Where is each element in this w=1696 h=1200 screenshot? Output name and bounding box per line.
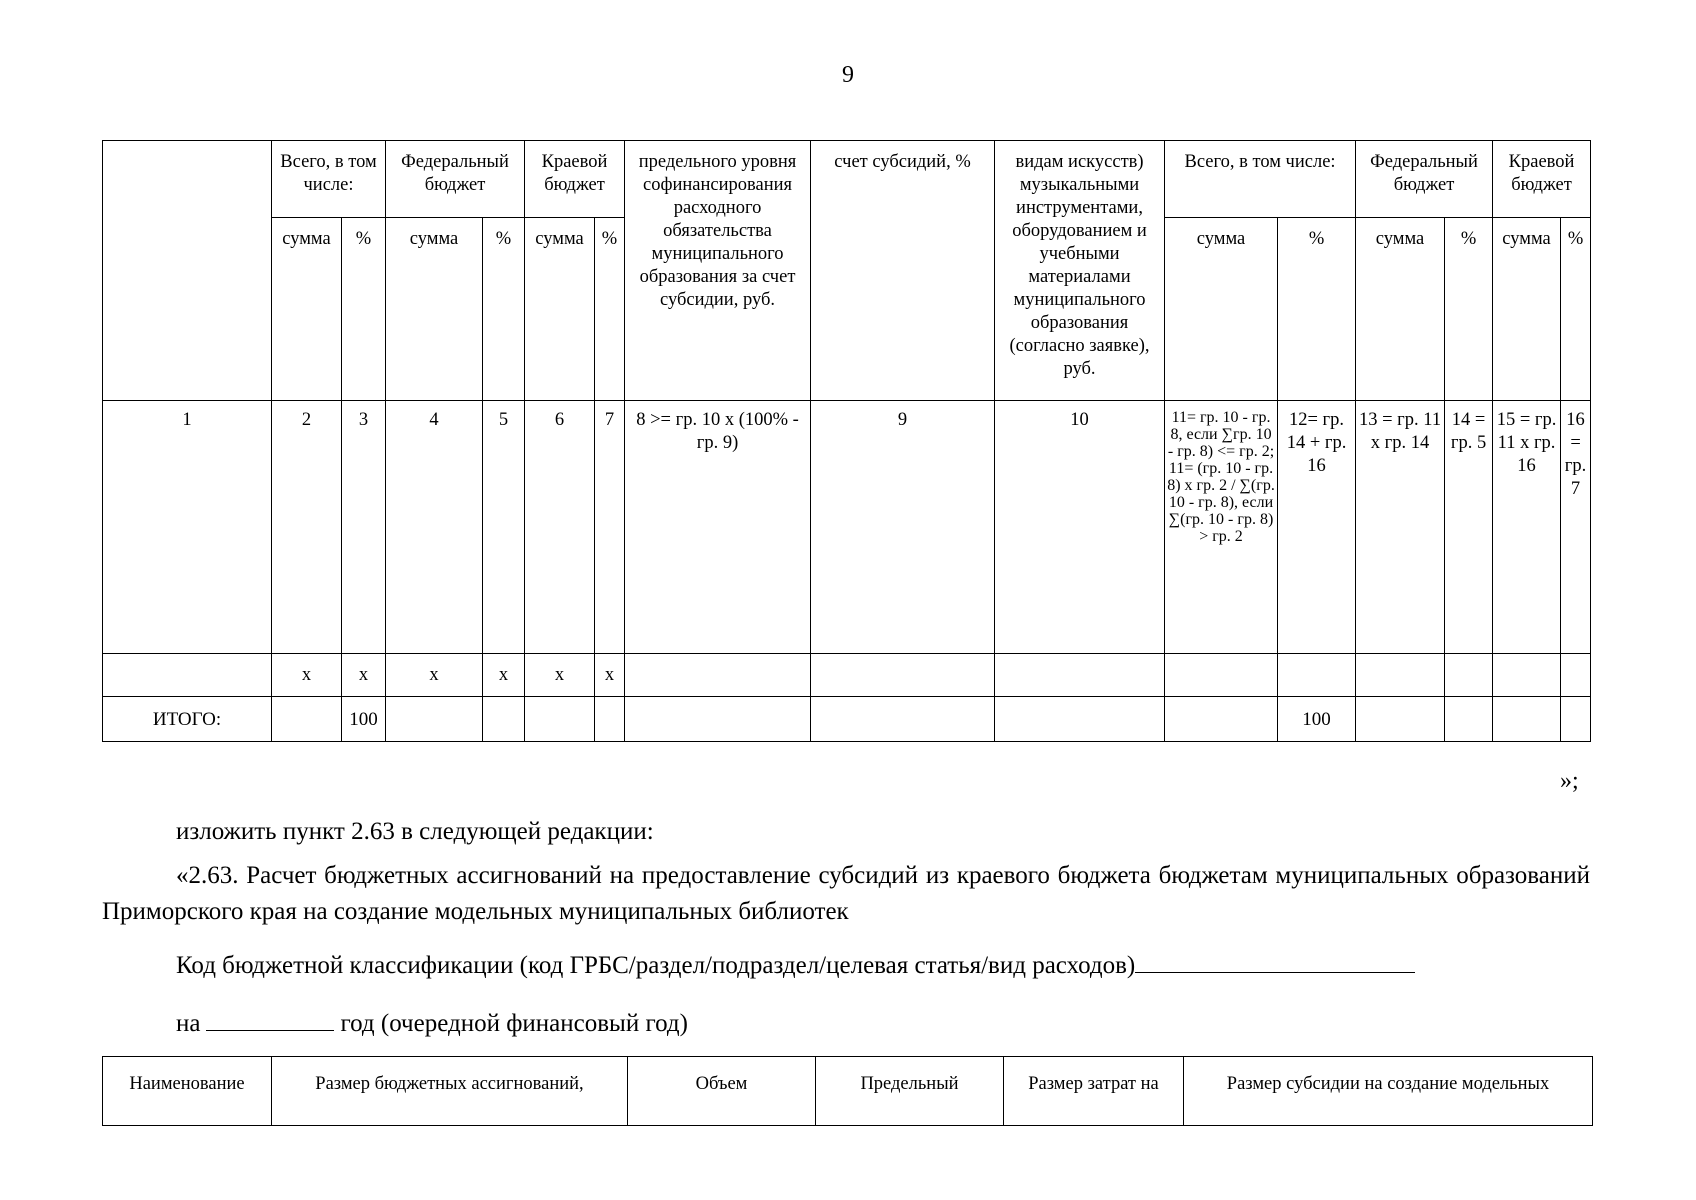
- x-mark: х: [595, 654, 625, 697]
- x-mark: х: [386, 654, 483, 697]
- cell: [386, 697, 483, 742]
- cell: [1445, 654, 1493, 697]
- colnum-4: 4: [386, 401, 483, 654]
- cell: [272, 697, 342, 742]
- total-label: ИТОГО:: [103, 697, 272, 742]
- x-mark: х: [342, 654, 386, 697]
- column-numbers-row: [103, 401, 1591, 654]
- colnum-9: 9: [811, 401, 995, 654]
- cell: [1493, 697, 1561, 742]
- header-regional: Краевой бюджет: [525, 141, 625, 218]
- header-total: Всего, в том числе:: [272, 141, 386, 218]
- cell-name: [103, 654, 272, 697]
- header-federal: Федеральный бюджет: [386, 141, 525, 218]
- colnum-14-formula: 14 = гр. 5: [1445, 401, 1493, 654]
- colnum-12-formula: 12= гр. 14 + гр. 16: [1278, 401, 1356, 654]
- amendment-instruction: изложить пункт 2.63 в следующей редакции:: [176, 818, 654, 845]
- table-header-row: [103, 1057, 1593, 1126]
- colnum-13-formula: 13 = гр. 11 х гр. 14: [1356, 401, 1445, 654]
- budget-classification-label: Код бюджетной классификации (код ГРБС/раздел/подраздел/целевая статья/вид расходов): [176, 952, 1136, 979]
- subheader-pct: %: [483, 218, 525, 401]
- subheader-sum: сумма: [272, 218, 342, 401]
- subheader-sum: сумма: [1356, 218, 1445, 401]
- cell: [1445, 697, 1493, 742]
- x-mark: х: [483, 654, 525, 697]
- total-row: [103, 697, 1591, 742]
- year-blank: [206, 1004, 334, 1031]
- header-col9: счет субсидий, %: [811, 141, 995, 401]
- colnum-2: 2: [272, 401, 342, 654]
- header-col10: видам искусств) музыкальными инструментами, оборудованием и учебными материалами муниципального образования (согласно заявке), руб.: [995, 141, 1165, 401]
- header-subsidy-size: Размер субсидии на создание модельных: [1184, 1057, 1593, 1126]
- year-suffix: год (очередной финансовый год): [340, 1010, 688, 1037]
- cell: [1356, 697, 1445, 742]
- x-mark: х: [525, 654, 595, 697]
- subheader-sum: сумма: [1493, 218, 1561, 401]
- colnum-6: 6: [525, 401, 595, 654]
- cell: [1493, 654, 1561, 697]
- subheader-pct: %: [1278, 218, 1356, 401]
- header-budget-allocations: Размер бюджетных ассигнований,: [272, 1057, 628, 1126]
- subheader-pct: %: [1445, 218, 1493, 401]
- page-number: 9: [842, 62, 854, 88]
- total-col12-value: 100: [1278, 697, 1356, 742]
- calculation-table: [102, 140, 1591, 742]
- cell: [1561, 697, 1591, 742]
- header-col1: [103, 141, 272, 401]
- header-name: Наименование: [103, 1057, 272, 1126]
- subsidy-table-header: [102, 1056, 1593, 1126]
- table-row: [103, 654, 1591, 697]
- cell: [995, 654, 1165, 697]
- colnum-11-formula: 11= гр. 10 - гр. 8, если ∑гр. 10 - гр. 8) <= гр. 2; 11= (гр. 10 - гр. 8) х гр. 2 / ∑(гр. 10 - гр. 8), если ∑(гр. 10 - гр. 8) > гр. 2: [1165, 401, 1278, 654]
- cell: [1356, 654, 1445, 697]
- subheader-pct: %: [342, 218, 386, 401]
- budget-classification-line: [176, 946, 1415, 984]
- cell: [1165, 697, 1278, 742]
- cell: [1561, 654, 1591, 697]
- subheader-pct: %: [595, 218, 625, 401]
- cell: [1278, 654, 1356, 697]
- colnum-10: 10: [995, 401, 1165, 654]
- colnum-3: 3: [342, 401, 386, 654]
- subheader-sum: сумма: [525, 218, 595, 401]
- cell: [525, 697, 595, 742]
- cell: [811, 697, 995, 742]
- cell: [625, 654, 811, 697]
- subheader-pct: %: [1561, 218, 1591, 401]
- clause-2-63-text: «2.63. Расчет бюджетных ассигнований на предоставление субсидий из краевого бюджета бюджетам муниципальных образований Приморского края на создание модельных муниципальных библиотек: [102, 862, 1590, 925]
- subheader-sum: сумма: [386, 218, 483, 401]
- cell: [1165, 654, 1278, 697]
- colnum-8-formula: 8 >= гр. 10 х (100% - гр. 9): [625, 401, 811, 654]
- colnum-16-formula: 16 = гр. 7: [1561, 401, 1591, 654]
- header-row-1: [103, 141, 1591, 218]
- header-limit: Предельный: [816, 1057, 1004, 1126]
- budget-classification-blank: [1135, 946, 1415, 973]
- subheader-sum: сумма: [1165, 218, 1278, 401]
- cell: [995, 697, 1165, 742]
- header-col8: предельного уровня софинансирования расходного обязательства муниципального образования за счет субсидии, руб.: [625, 141, 811, 401]
- header-regional2: Краевой бюджет: [1493, 141, 1591, 218]
- colnum-7: 7: [595, 401, 625, 654]
- cell: [625, 697, 811, 742]
- header-costs: Размер затрат на: [1004, 1057, 1184, 1126]
- colnum-15-formula: 15 = гр. 11 х гр. 16: [1493, 401, 1561, 654]
- closing-quote: »;: [1560, 768, 1579, 794]
- cell: [595, 697, 625, 742]
- cell: [483, 697, 525, 742]
- header-federal2: Федеральный бюджет: [1356, 141, 1493, 218]
- total-pct-value: 100: [342, 697, 386, 742]
- colnum-1: 1: [103, 401, 272, 654]
- colnum-5: 5: [483, 401, 525, 654]
- x-mark: х: [272, 654, 342, 697]
- fiscal-year-line: [176, 1004, 688, 1042]
- cell: [811, 654, 995, 697]
- year-prefix: на: [176, 1010, 201, 1037]
- header-total2: Всего, в том числе:: [1165, 141, 1356, 218]
- header-volume: Объем: [628, 1057, 816, 1126]
